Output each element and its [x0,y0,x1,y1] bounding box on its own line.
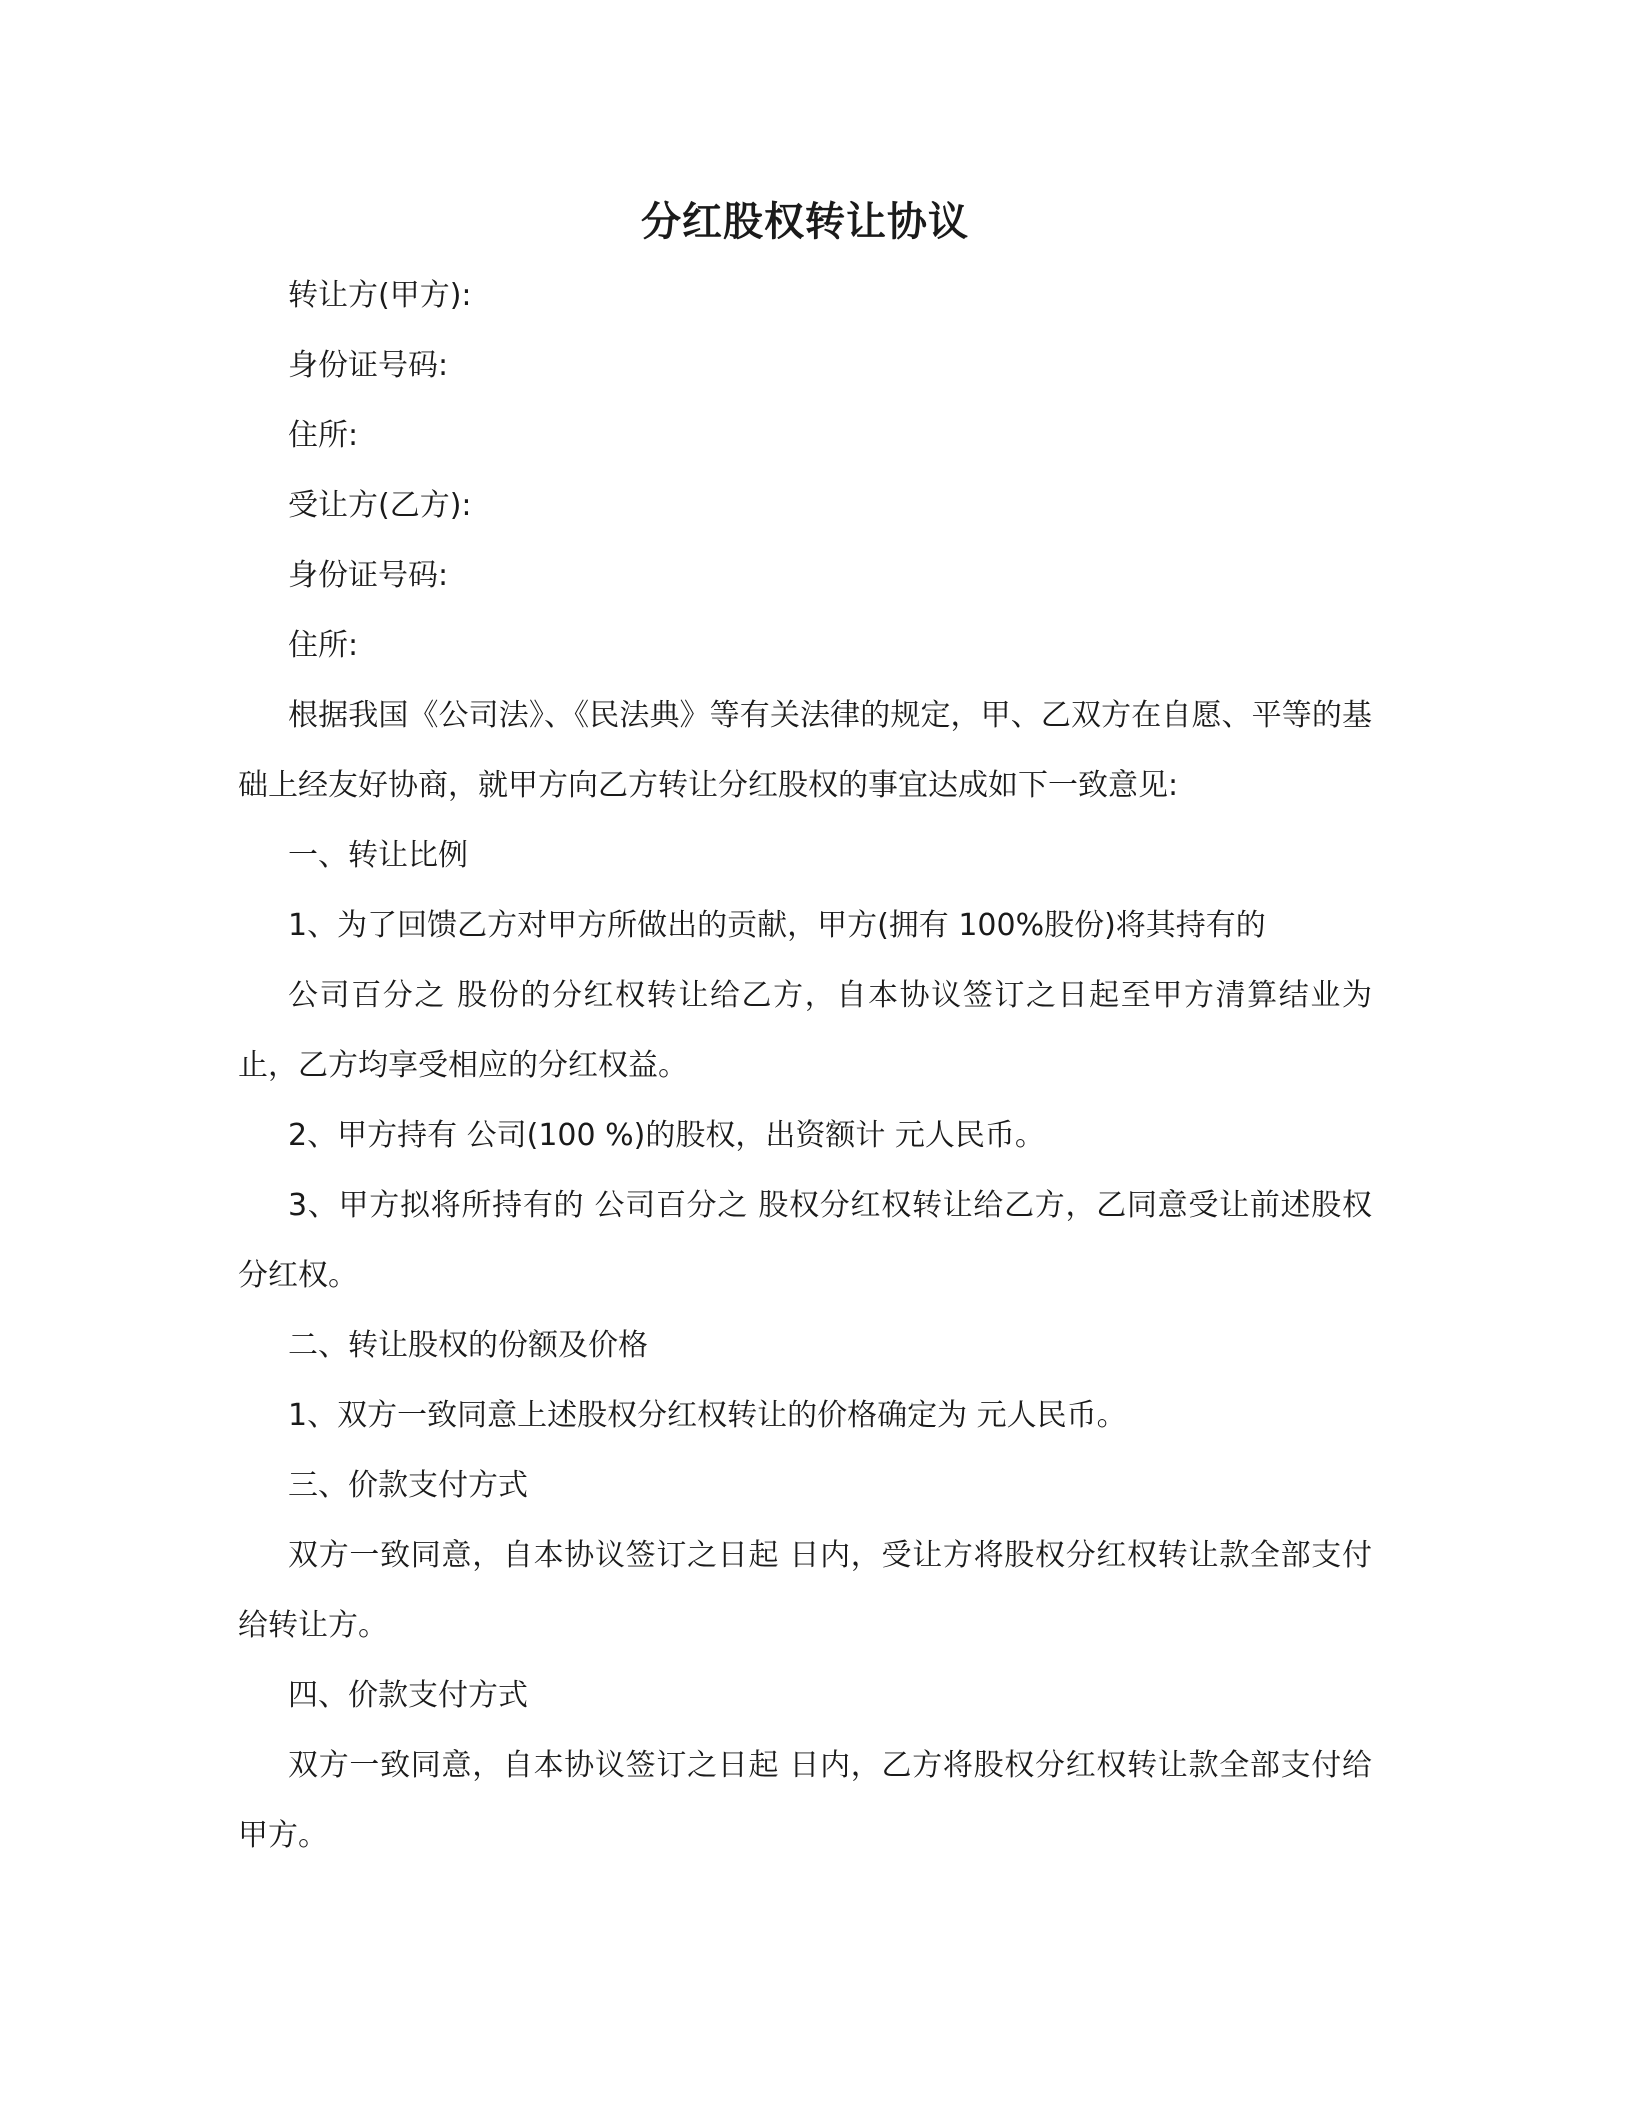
clause-paragraph: 双方一致同意，自本协议签订之日起 日内，乙方将股权分红权转让款全部支付给甲方。 [238,1748,1372,1853]
party-b-label: 受让方(乙方): [288,488,472,523]
party-a-label: 转让方(甲方): [288,278,472,313]
section-heading: 三、价款支付方式 [288,1468,528,1503]
document-body [238,188,1372,1871]
clause-paragraph: 双方一致同意，自本协议签订之日起 日内，受让方将股权分红权转让款全部支付给转让方。 [238,1538,1372,1643]
preamble-paragraph: 根据我国《公司法》、《民法典》等有关法律的规定，甲、乙双方在自愿、平等的基础上经友好协商，就甲方向乙方转让分红股权的事宜达成如下一致意见: [238,698,1372,803]
party-a-id-label: 身份证号码: [288,348,449,383]
document-title: 分红股权转让协议 [641,199,969,245]
section-heading: 一、转让比例 [288,838,468,873]
section-heading: 四、价款支付方式 [288,1678,528,1713]
party-b-address-label: 住所: [288,628,359,663]
party-b-id-label: 身份证号码: [288,558,449,593]
clause-paragraph: 2、甲方持有 公司(100 %)的股权，出资额计 元人民币。 [288,1118,1045,1153]
section-heading: 二、转让股权的份额及价格 [288,1328,648,1363]
clause-paragraph: 公司百分之 股份的分红权转让给乙方，自本协议签订之日起至甲方清算结业为止，乙方均享受相应的分红权益。 [238,978,1372,1083]
clause-paragraph: 3、甲方拟将所持有的 公司百分之 股权分红权转让给乙方，乙同意受让前述股权分红权。 [238,1188,1372,1293]
party-a-address-label: 住所: [288,418,359,453]
clause-paragraph: 1、双方一致同意上述股权分红权转让的价格确定为 元人民币。 [288,1398,1127,1433]
clause-paragraph: 1、为了回馈乙方对甲方所做出的贡献，甲方(拥有 100%股份)将其持有的 [288,908,1266,943]
